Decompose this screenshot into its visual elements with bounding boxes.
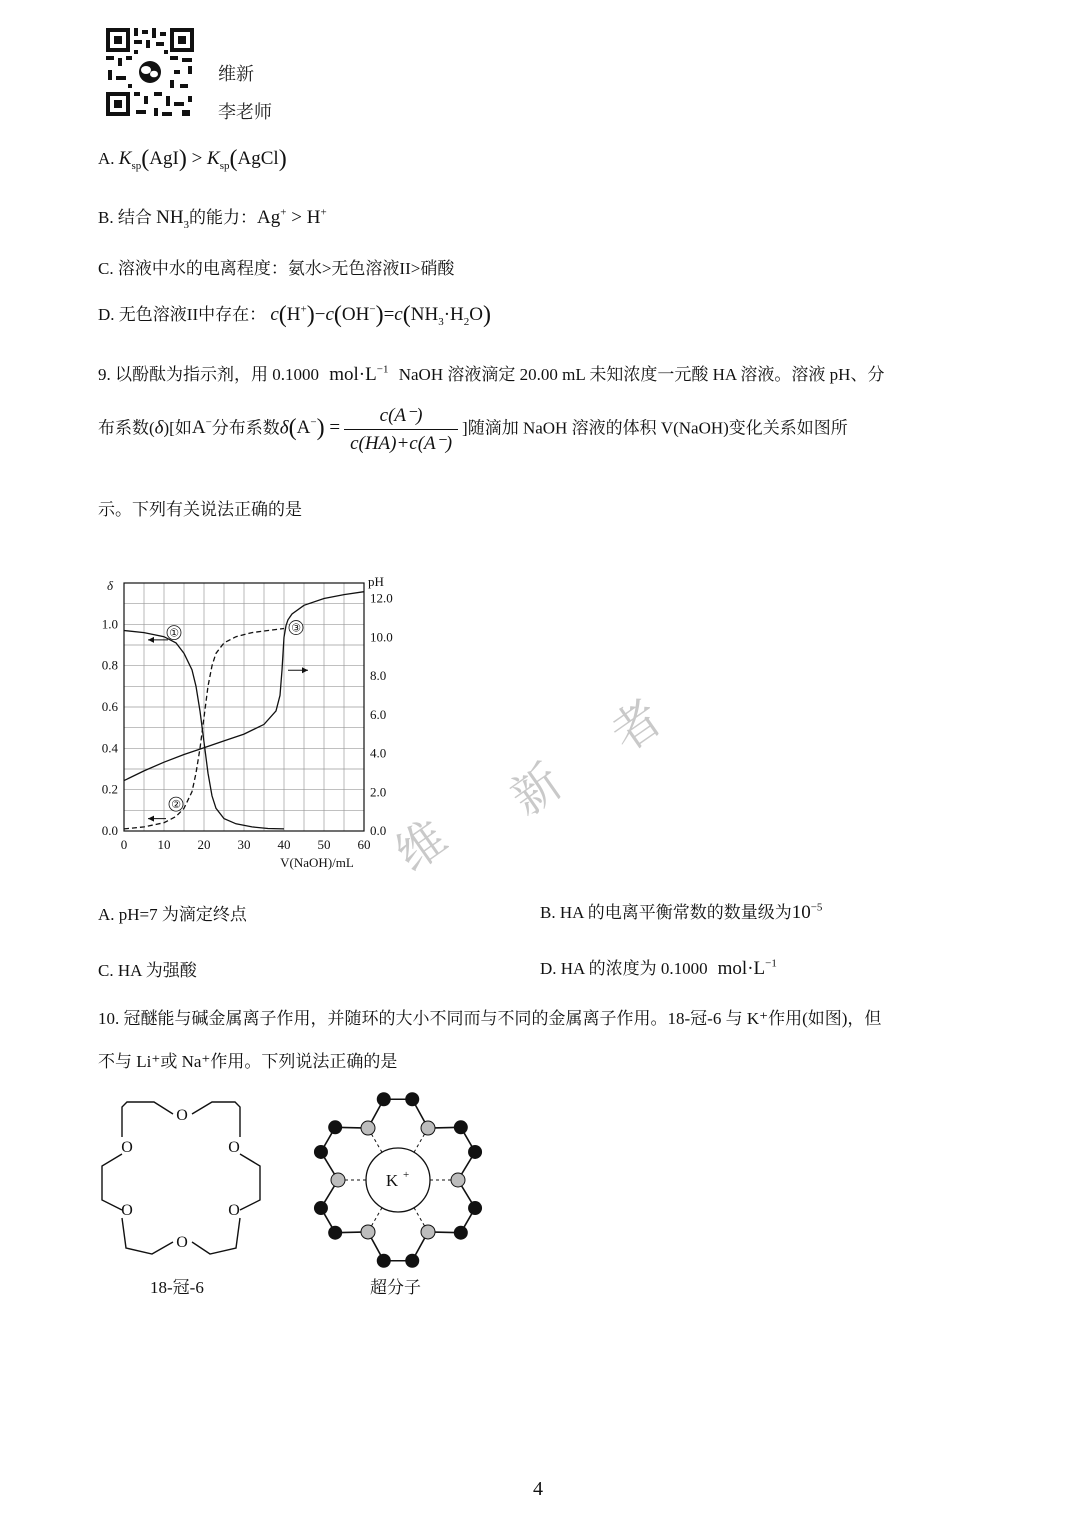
- coordination-bond: [414, 1134, 425, 1152]
- oxygen-atom-dot: [361, 1225, 375, 1239]
- crown-bond: [192, 1218, 240, 1254]
- carbon-atom-dot: [314, 1201, 328, 1215]
- q9-option-a: A. pH=7 为滴定终点: [98, 905, 247, 924]
- coordination-bond: [414, 1208, 425, 1226]
- y-left-tick-label: 0.4: [101, 740, 118, 756]
- crown-bond: [122, 1102, 173, 1137]
- annotation-label: ①: [169, 626, 179, 640]
- x-tick-label: 30: [237, 837, 251, 852]
- carbon-atom-dot: [377, 1092, 391, 1106]
- x-axis-label: V(NaOH)/mL: [280, 855, 354, 870]
- oxygen-atom: O: [121, 1139, 133, 1156]
- qr-code: [104, 26, 196, 118]
- q8-option-a: A. $K_{sp}(AgI)$ > $K_{sp}(AgCl)$: [98, 146, 287, 172]
- teacher-name: 李老师: [218, 102, 272, 123]
- oxygen-atom-dot: [451, 1173, 465, 1187]
- y-left-tick-label: 0.2: [101, 781, 118, 797]
- x-tick-label: 40: [277, 837, 291, 852]
- carbon-atom-dot: [468, 1201, 482, 1215]
- y-right-tick-label: 12.0: [370, 590, 393, 606]
- q9-option-c: C. HA 为强酸: [98, 961, 197, 980]
- q10-stem-line1: 10. 冠醚能与碱金属离子作用，并随环的大小不同而与不同的金属离子作用。18-冠-6 与 K⁺作用(如图)，但: [98, 1009, 882, 1028]
- y-left-tick-label: 0.8: [101, 657, 118, 673]
- q8-option-b: B. 结合 $NH_3$的能力：Ag+ > H+: [98, 206, 327, 231]
- potassium-charge: +: [403, 1169, 410, 1181]
- y-left-tick-label: 0.0: [101, 823, 118, 838]
- q9-option-d: D. HA 的浓度为 0.1000 $mol\cdot L^{-1}$: [540, 957, 777, 979]
- watermark-char: 新: [500, 753, 573, 827]
- supramolecule-label: 超分子: [370, 1278, 421, 1297]
- crown-bond: [192, 1102, 240, 1137]
- carbon-atom-dot: [377, 1254, 391, 1268]
- oxygen-atom-dot: [421, 1121, 435, 1135]
- coordination-bond: [372, 1208, 383, 1226]
- carbon-atom-dot: [468, 1145, 482, 1159]
- annotation-label: ②: [171, 798, 181, 812]
- q8-option-c: C. 溶液中水的电离程度：氨水>无色溶液II>硝酸: [98, 259, 455, 278]
- y-left-tick-label: 1.0: [101, 616, 118, 632]
- y-right-tick-label: 8.0: [370, 668, 387, 683]
- arrow-head: [148, 637, 154, 643]
- q9-stem-line2: 布系数(δ)[如A−分布系数δ(A−) = $\frac{c(A^-)}{c(HA)+c(A^-)}$ ]随滴加 NaOH 溶液的体积 V(NaOH)变化关系如图所: [98, 405, 848, 454]
- oxygen-atom: O: [176, 1234, 188, 1251]
- carbon-atom-dot: [454, 1226, 468, 1240]
- oxygen-atom: O: [176, 1107, 188, 1124]
- brand-name: 维新: [218, 64, 254, 85]
- y-right-tick-label: 2.0: [370, 784, 387, 800]
- potassium-label: K: [385, 1171, 399, 1190]
- crown-bond: [102, 1154, 122, 1210]
- oxygen-atom-dot: [331, 1173, 345, 1187]
- coordination-bond: [372, 1134, 383, 1152]
- supramolecule-diagram: [304, 1086, 492, 1274]
- crown-bond: [122, 1218, 173, 1254]
- y-right-tick-label: 0.0: [370, 823, 387, 838]
- x-tick-label: 0: [120, 837, 128, 852]
- x-tick-label: 20: [197, 837, 211, 852]
- y-right-axis-label: pH: [368, 574, 384, 589]
- y-right-tick-label: 10.0: [370, 629, 393, 645]
- oxygen-atom-dot: [421, 1225, 435, 1239]
- q8-option-d: D. 无色溶液II中存在： $c(H^+)-c(OH^-)=c(NH_3\cdot H_2O)$: [98, 302, 491, 328]
- q9-stem-line1: 9. 以酚酞为指示剂，用 0.1000 $mol\cdot L^{-1}$ NaOH 溶液滴定 20.00 mL 未知浓度一元酸 HA 溶液。溶液 pH、分: [98, 363, 885, 385]
- x-tick-label: 50: [317, 837, 331, 852]
- x-tick-label: 60: [357, 837, 371, 852]
- arrow-head: [148, 816, 154, 822]
- annotation-label: ③: [291, 621, 301, 635]
- page-number: 4: [533, 1478, 543, 1500]
- q9-option-b: B. HA 的电离平衡常数的数量级为$10^{-5}$: [540, 901, 823, 923]
- carbon-atom-dot: [328, 1120, 342, 1134]
- crown-ether-structure: [92, 1090, 272, 1265]
- y-left-axis-label: δ: [106, 578, 114, 593]
- oxygen-atom: O: [228, 1139, 240, 1156]
- watermark-char: 者: [600, 689, 673, 763]
- watermark-char: 维: [385, 809, 458, 883]
- carbon-atom-dot: [314, 1145, 328, 1159]
- crown-bond: [240, 1154, 260, 1210]
- q10-stem-line2: 不与 Li⁺或 Na⁺作用。下列说法正确的是: [98, 1052, 398, 1071]
- oxygen-atom: O: [228, 1202, 240, 1219]
- carbon-atom-dot: [405, 1092, 419, 1106]
- arrow-head: [302, 667, 308, 673]
- titration-chart: [92, 568, 412, 878]
- carbon-atom-dot: [328, 1226, 342, 1240]
- y-right-tick-label: 4.0: [370, 745, 387, 761]
- carbon-atom-dot: [405, 1254, 419, 1268]
- y-left-tick-label: 0.6: [101, 699, 118, 714]
- crown-label: 18-冠-6: [150, 1278, 204, 1297]
- x-tick-label: 10: [157, 837, 171, 852]
- oxygen-atom: O: [121, 1202, 133, 1219]
- oxygen-atom-dot: [361, 1121, 375, 1135]
- carbon-atom-dot: [454, 1120, 468, 1134]
- y-right-tick-label: 6.0: [370, 706, 387, 722]
- q9-stem-line3: 示。下列有关说法正确的是: [98, 500, 302, 519]
